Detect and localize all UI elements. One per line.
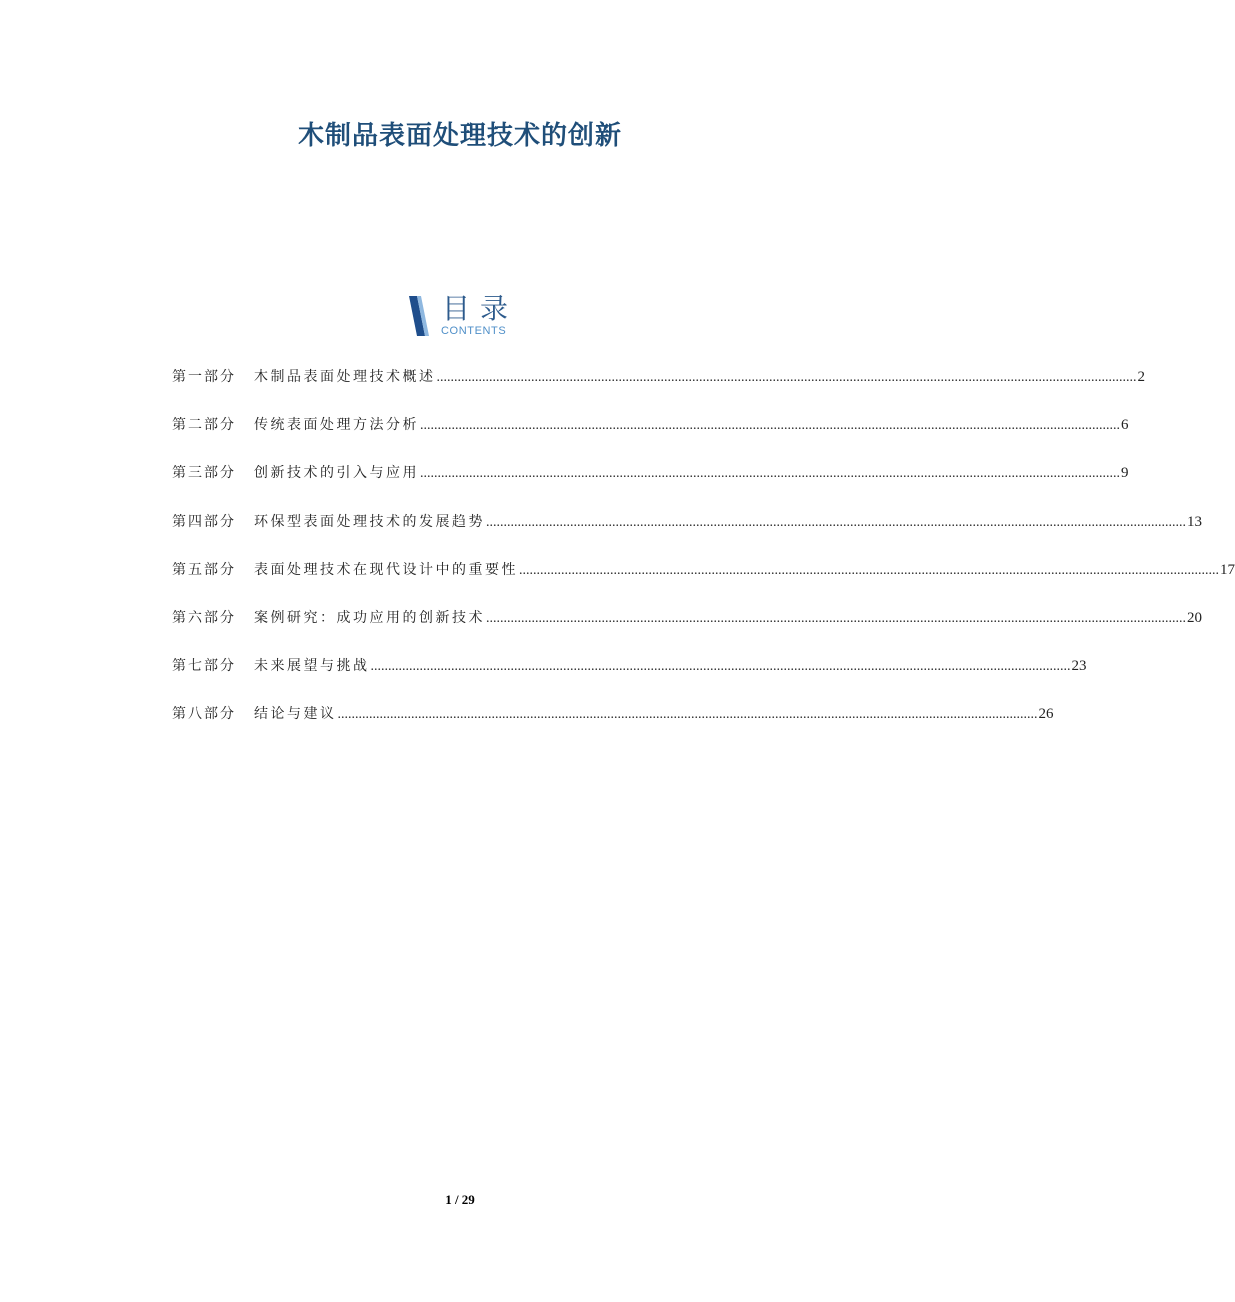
toc-leader-dots: ........................................................................................................................................................................................................ [370, 659, 1071, 675]
toc-part-label: 第三部分 [172, 465, 236, 482]
toc-entry-title: 木制品表面处理技术概述 [254, 369, 436, 385]
toc-page-number: 9 [1121, 465, 1129, 482]
toc-part-label: 第六部分 [172, 609, 236, 626]
toc-part-label: 第四部分 [172, 513, 236, 530]
toc-entry[interactable] [172, 460, 1129, 508]
document-title: 木制品表面处理技术的创新 [297, 121, 622, 151]
toc-entry[interactable] [172, 653, 1087, 701]
toc-page-number: 6 [1121, 417, 1129, 434]
toc-leader-dots: ........................................................................................................................................................................................................ [486, 610, 1186, 626]
toc-entry[interactable] [172, 412, 1129, 460]
toc-leader-dots: ........................................................................................................................................................................................................ [519, 562, 1219, 578]
toc-leader-dots: ........................................................................................................................................................................................................ [420, 466, 1120, 482]
toc-page-number: 13 [1187, 513, 1202, 530]
toc-page-number: 23 [1071, 658, 1087, 675]
toc-page-number: 2 [1137, 369, 1145, 385]
toc-heading: 目录 [442, 292, 519, 325]
toc-entry[interactable] [172, 364, 1145, 412]
toc-page-number: 20 [1187, 609, 1202, 626]
toc-leader-dots: ........................................................................................................................................................................................................ [420, 418, 1120, 434]
toc-part-label: 第一部分 [172, 369, 236, 385]
toc-entry[interactable] [172, 509, 1202, 557]
page-footer: 1 / 29 [445, 1192, 475, 1207]
toc-entry-title: 案例研究：成功应用的创新技术 [254, 609, 485, 626]
toc-leader-dots: ........................................................................................................................................................................................................ [486, 514, 1186, 530]
toc-entry-title: 未来展望与挑战 [254, 658, 370, 675]
toc-header [405, 292, 535, 342]
toc-entry-title: 环保型表面处理技术的发展趋势 [254, 513, 485, 530]
toc-subheading: CONTENTS [441, 325, 507, 337]
toc-list [172, 364, 1235, 750]
toc-entry-title: 结论与建议 [254, 706, 337, 723]
book-spine-icon [405, 294, 437, 338]
toc-entry[interactable] [172, 557, 1235, 605]
toc-entry-title: 创新技术的引入与应用 [254, 465, 419, 482]
toc-part-label: 第二部分 [172, 417, 236, 434]
toc-page-number: 17 [1220, 561, 1235, 578]
toc-part-label: 第七部分 [172, 658, 236, 675]
toc-page-number: 26 [1038, 706, 1054, 723]
toc-entry-title: 表面处理技术在现代设计中的重要性 [254, 561, 518, 578]
toc-leader-dots: ........................................................................................................................................................................................................ [337, 707, 1038, 723]
toc-entry-title: 传统表面处理方法分析 [254, 417, 419, 434]
toc-part-label: 第八部分 [172, 706, 236, 723]
toc-entry[interactable] [172, 605, 1202, 653]
toc-part-label: 第五部分 [172, 561, 236, 578]
toc-entry[interactable] [172, 701, 1054, 749]
toc-leader-dots: ........................................................................................................................................................................................................ [436, 370, 1137, 385]
